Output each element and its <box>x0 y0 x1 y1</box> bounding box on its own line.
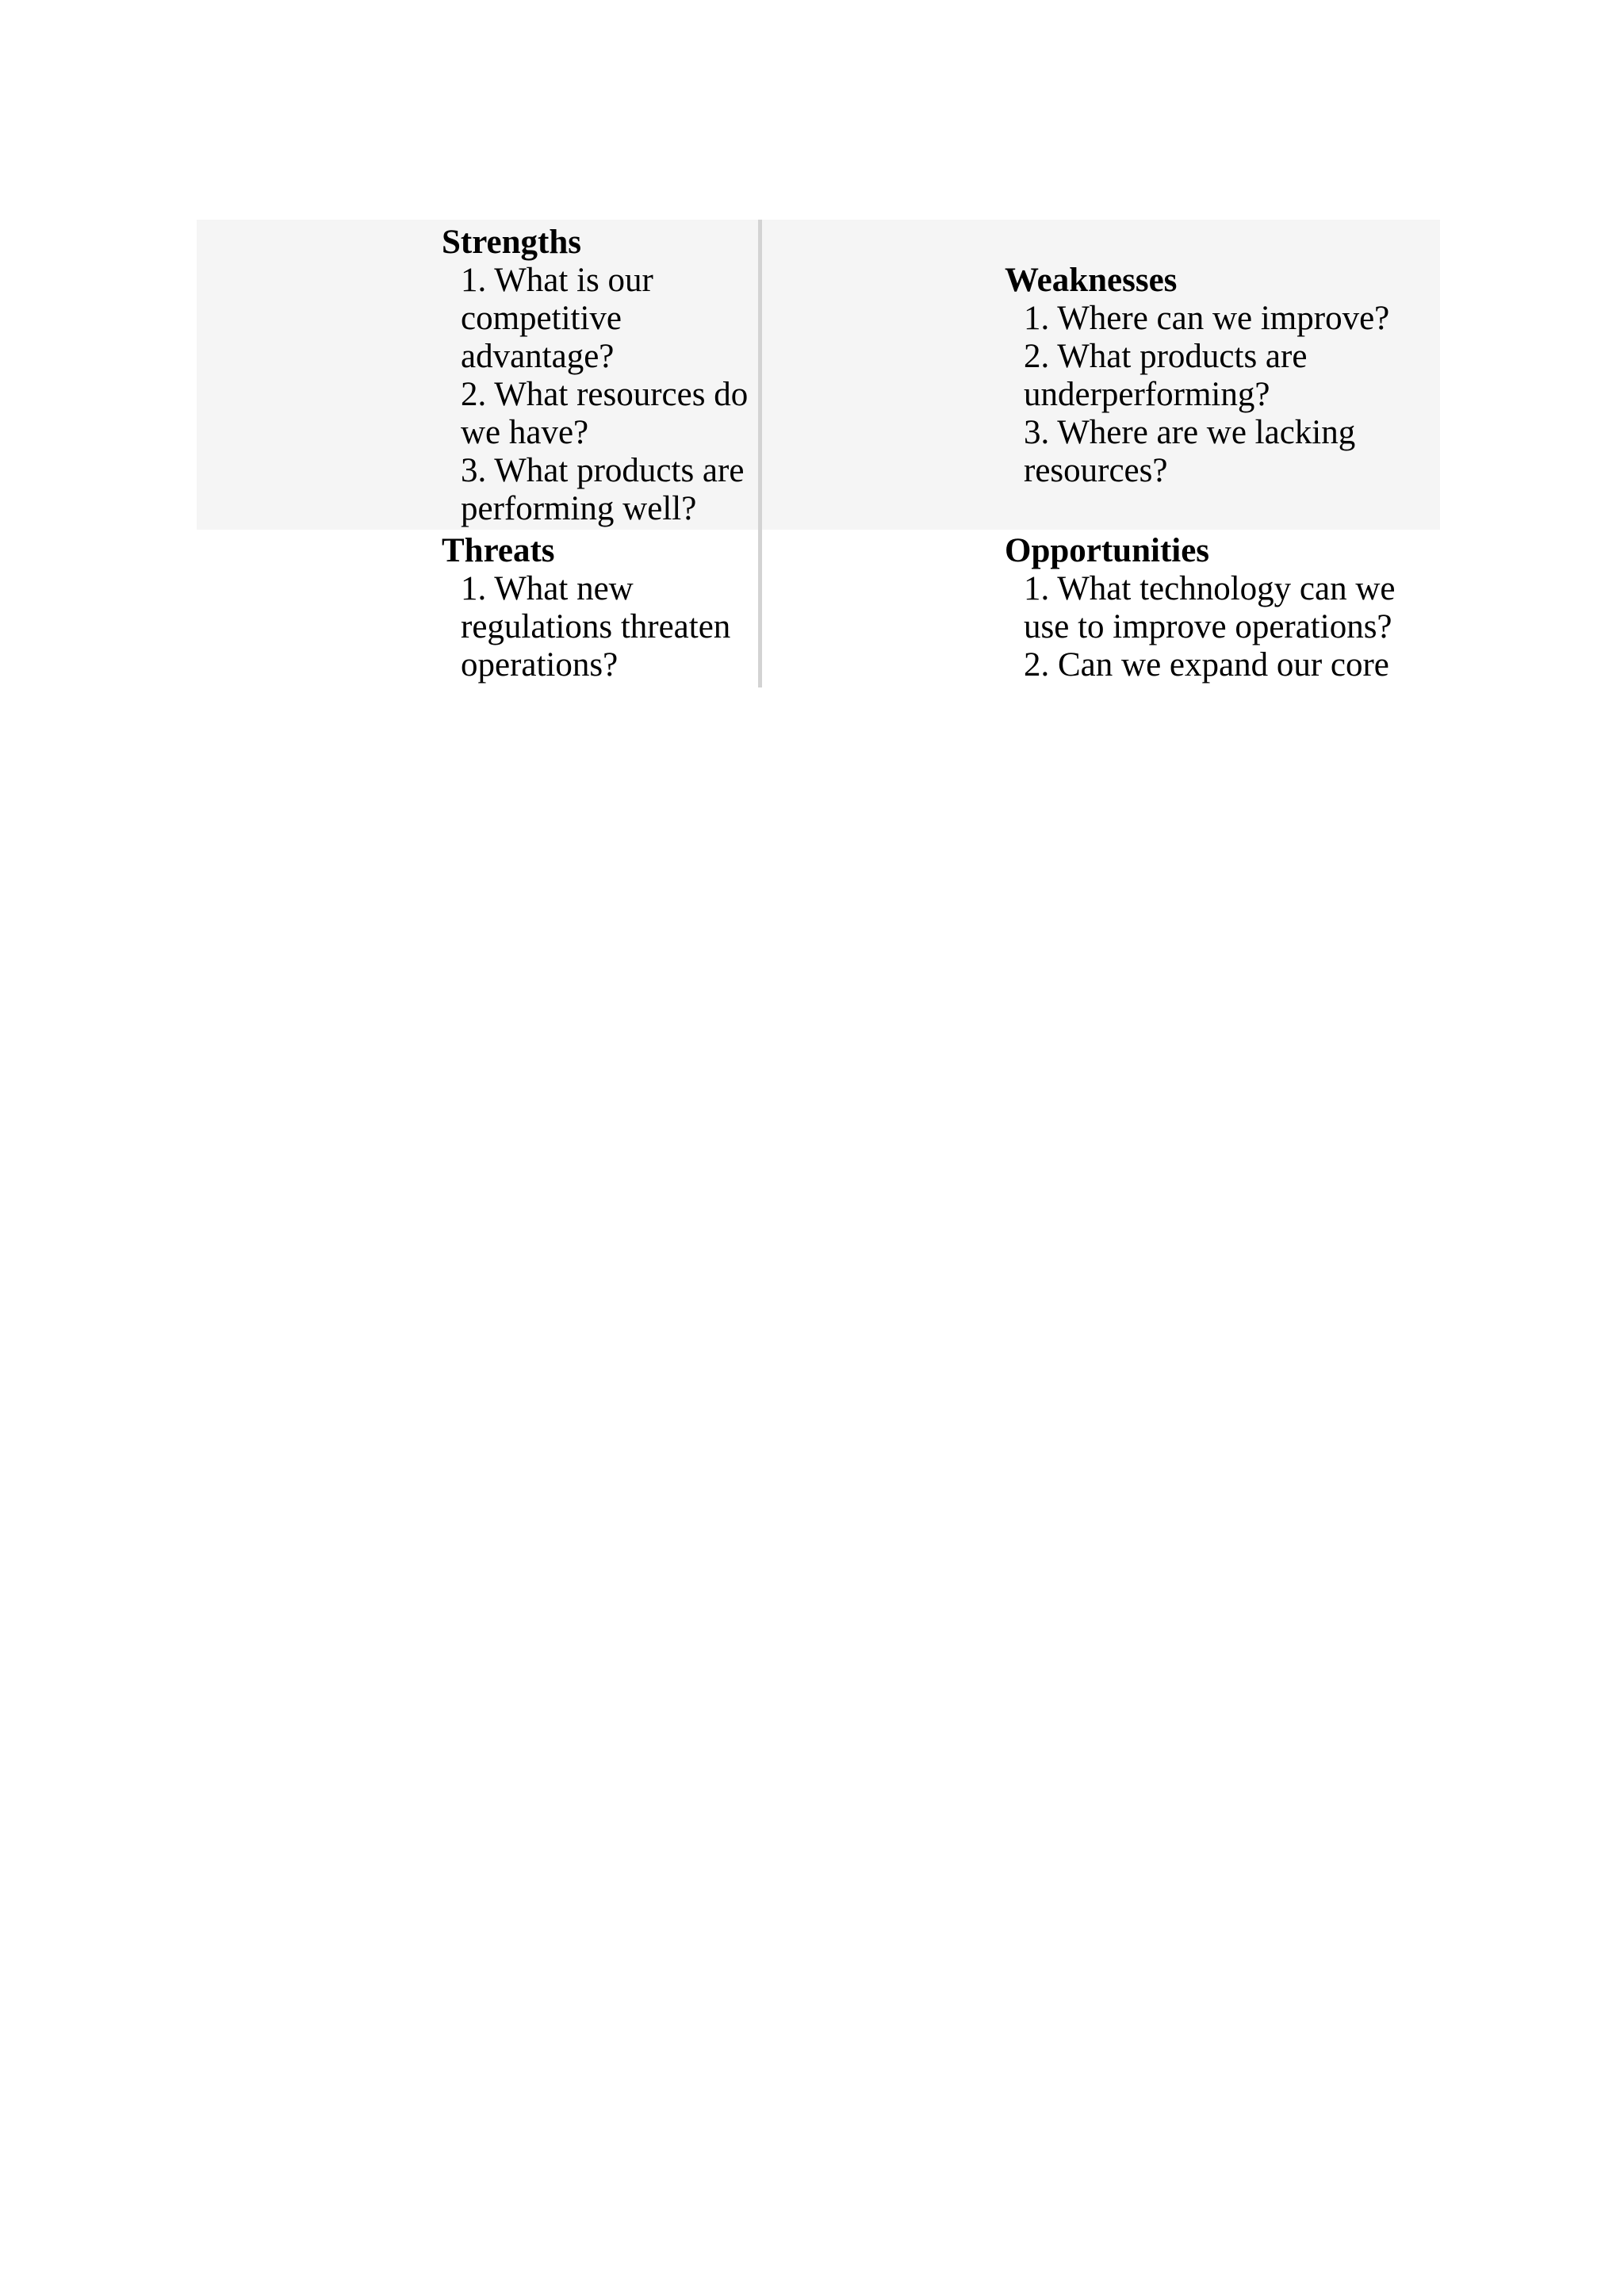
strengths-item-3: 3. What products are performing well? <box>461 452 745 527</box>
opportunities-item-2: 2. Can we expand our core <box>1024 646 1389 684</box>
strengths-heading: Strengths <box>442 224 582 261</box>
threats-list <box>442 570 751 684</box>
weaknesses-item-2: 2. What products are underperforming? <box>1024 338 1308 413</box>
weaknesses-item-1: 1. Where can we improve? <box>1024 300 1390 337</box>
opportunities-list <box>1005 570 1449 684</box>
opportunities-item-1: 1. What technology can we use to improve operations? <box>1024 570 1396 645</box>
threats-item-1: 1. What new regulations threaten operations? <box>461 570 731 684</box>
opportunities-quadrant <box>1005 532 1449 684</box>
strengths-list <box>442 262 751 528</box>
strengths-item-1: 1. What is our competitive advantage? <box>461 262 653 375</box>
swot-bottom-row <box>0 532 1624 687</box>
weaknesses-quadrant <box>1005 262 1449 490</box>
weaknesses-list <box>1005 300 1449 490</box>
threats-quadrant <box>442 532 751 684</box>
strengths-item-2: 2. What resources do we have? <box>461 376 749 451</box>
weaknesses-heading: Weaknesses <box>1005 262 1178 299</box>
opportunities-heading: Opportunities <box>1005 532 1210 569</box>
weaknesses-item-3: 3. Where are we lacking resources? <box>1024 414 1356 489</box>
threats-heading: Threats <box>442 532 555 569</box>
strengths-quadrant <box>442 224 751 528</box>
